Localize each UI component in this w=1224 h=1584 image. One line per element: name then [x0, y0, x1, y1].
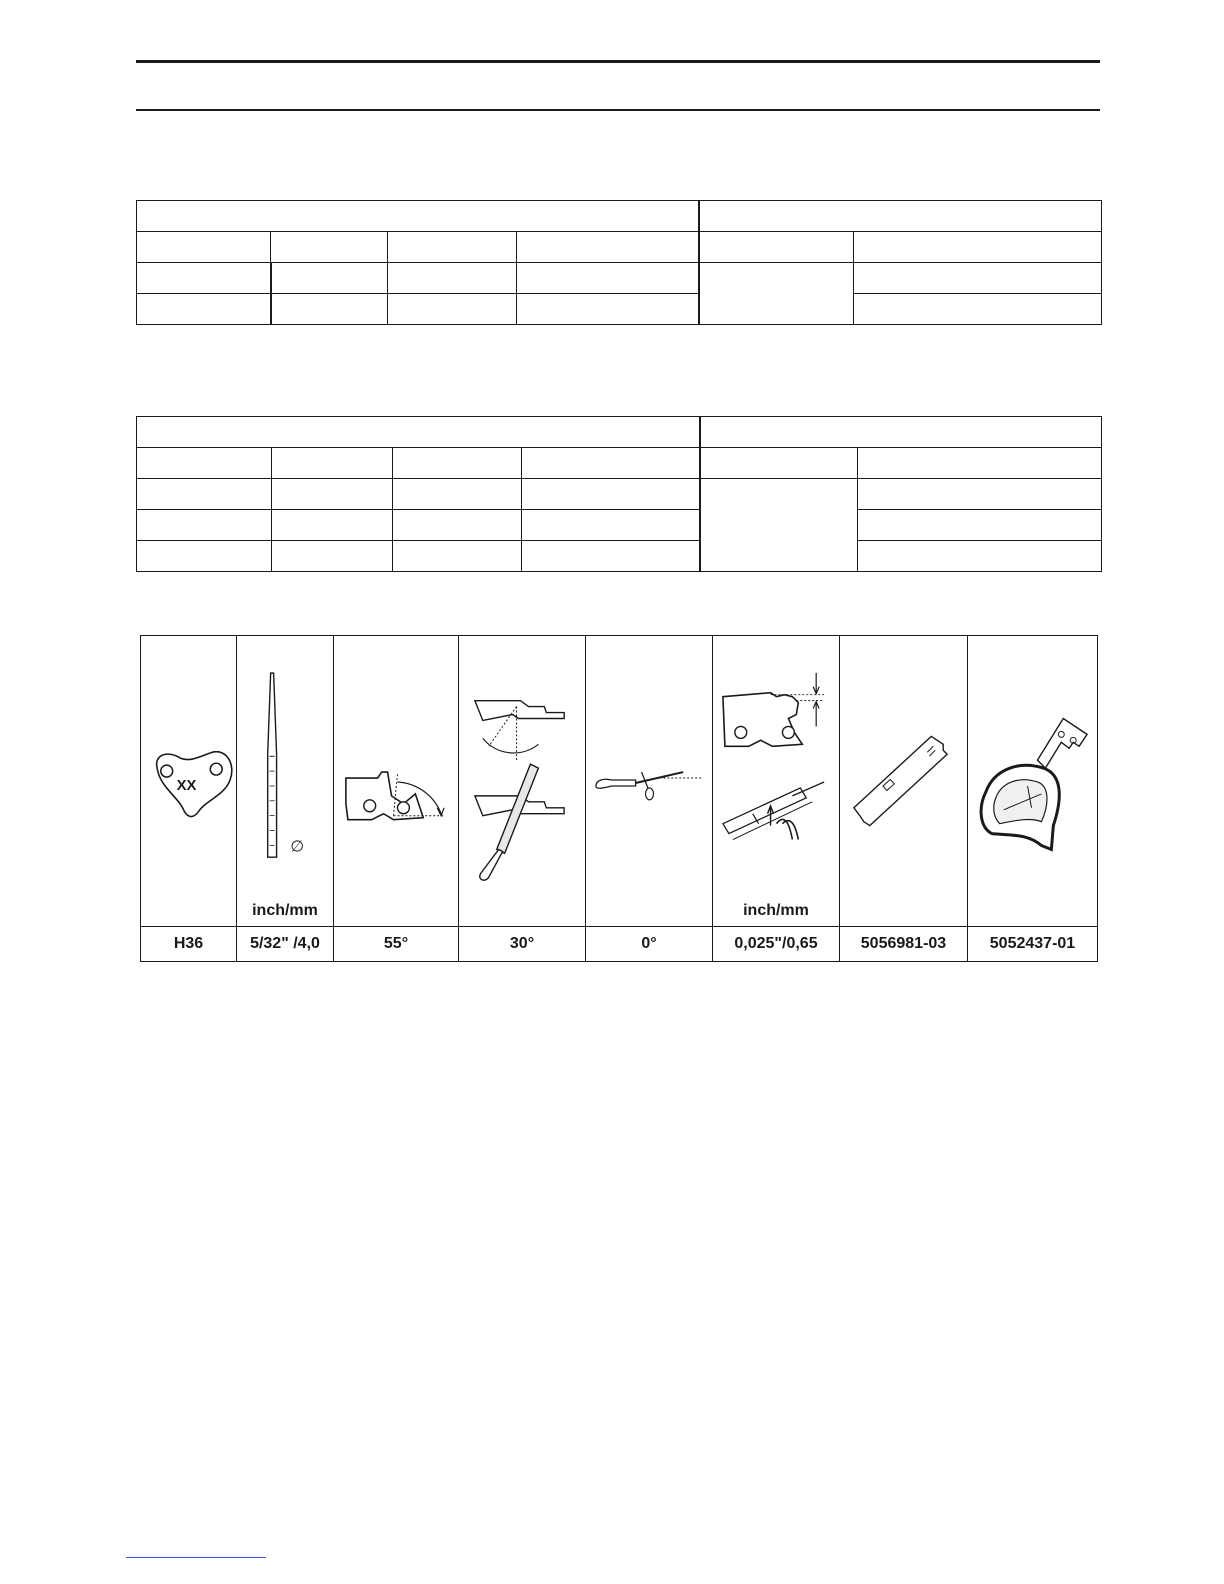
table-cell: [388, 232, 517, 263]
table-cell: [517, 294, 699, 325]
table-header-row: [137, 417, 1102, 448]
table-cell: [522, 479, 700, 510]
chain-link-icon: [141, 636, 236, 926]
table-cell: [517, 263, 699, 294]
tool-values-row: [141, 927, 1098, 962]
jig-part-number: 5052437-01: [968, 927, 1098, 962]
table-row: [137, 263, 1102, 294]
chain-id-value: H36: [141, 927, 237, 962]
table-header-cell-right: [700, 417, 1102, 448]
table-row: [137, 510, 1102, 541]
table-cell: [858, 510, 1102, 541]
table-cell: [393, 510, 522, 541]
depth-gauge-cell: [713, 636, 840, 927]
table-cell: [272, 541, 393, 572]
file-unit-label: inch/mm: [252, 902, 318, 919]
sharpening-jig-cell: [968, 636, 1098, 927]
table-cell: [858, 448, 1102, 479]
table-cell: [854, 232, 1102, 263]
header-rule-secondary: [136, 109, 1100, 111]
table-cell: [700, 448, 858, 479]
gauge-part-number: 5056981-03: [840, 927, 968, 962]
table-cell: [517, 232, 699, 263]
table-cell: [271, 294, 388, 325]
chain-id-label: XX: [176, 777, 197, 794]
table-cell: [272, 510, 393, 541]
table-cell: [137, 541, 272, 572]
tool-illustration-row: [141, 636, 1098, 927]
top-angle-value: 55°: [334, 927, 459, 962]
spec-table-1: [136, 200, 1102, 325]
cutter-angle-icon: [334, 636, 458, 926]
table-cell: [137, 294, 271, 325]
depth-gauge-value: 0,025"/0,65: [713, 927, 840, 962]
table-cell: [522, 510, 700, 541]
table-cell: [137, 232, 271, 263]
top-angle-cell: [334, 636, 459, 927]
table-cell: [522, 448, 700, 479]
table-cell: [393, 541, 522, 572]
diameter-symbol: ∅: [290, 836, 305, 856]
chain-id-cell: [141, 636, 237, 927]
table-cell: [137, 479, 272, 510]
depth-gauge-icon: [713, 636, 839, 926]
table-cell: [388, 294, 517, 325]
sharpening-tools-table: [140, 635, 1098, 962]
file-angle-value: 30°: [459, 927, 586, 962]
table-subheader-row: [137, 232, 1102, 263]
table-cell: [858, 541, 1102, 572]
file-angle-cell: [459, 636, 586, 927]
table-row: [137, 479, 1102, 510]
table-row: [137, 294, 1102, 325]
table-cell: [137, 263, 271, 294]
table-header-row: [137, 201, 1102, 232]
table-cell: [271, 232, 388, 263]
footer-underline: [126, 1557, 266, 1558]
table-merged-cell: [699, 263, 854, 325]
table-cell: [858, 479, 1102, 510]
table-cell: [699, 232, 854, 263]
spec-table-2: [136, 416, 1102, 572]
tilt-angle-value: 0°: [586, 927, 713, 962]
table-row: [137, 541, 1102, 572]
table-merged-cell: [700, 479, 858, 572]
table-cell: [272, 448, 393, 479]
table-cell: [137, 510, 272, 541]
table-cell: [137, 448, 272, 479]
header-rule: [136, 60, 1100, 63]
table-cell: [854, 263, 1102, 294]
sharpening-jig-icon: [968, 636, 1097, 926]
round-file-icon: [237, 636, 333, 926]
file-holder-cell: [586, 636, 713, 927]
file-holder-icon: [586, 636, 712, 926]
table-header-cell-right: [699, 201, 1102, 232]
file-cell: [237, 636, 334, 927]
file-size-value: 5/32" /4,0: [237, 927, 334, 962]
gauge-plate-icon: [840, 636, 967, 926]
table-cell: [388, 263, 517, 294]
table-cell: [854, 294, 1102, 325]
gauge-plate-cell: [840, 636, 968, 927]
depth-unit-label: inch/mm: [743, 902, 809, 919]
table-cell: [522, 541, 700, 572]
table-header-cell-left: [137, 417, 700, 448]
table-cell: [393, 448, 522, 479]
file-angle-icon: [459, 636, 585, 926]
table-cell: [393, 479, 522, 510]
table-cell: [272, 479, 393, 510]
table-header-cell-left: [137, 201, 699, 232]
table-subheader-row: [137, 448, 1102, 479]
table-cell: [271, 263, 388, 294]
